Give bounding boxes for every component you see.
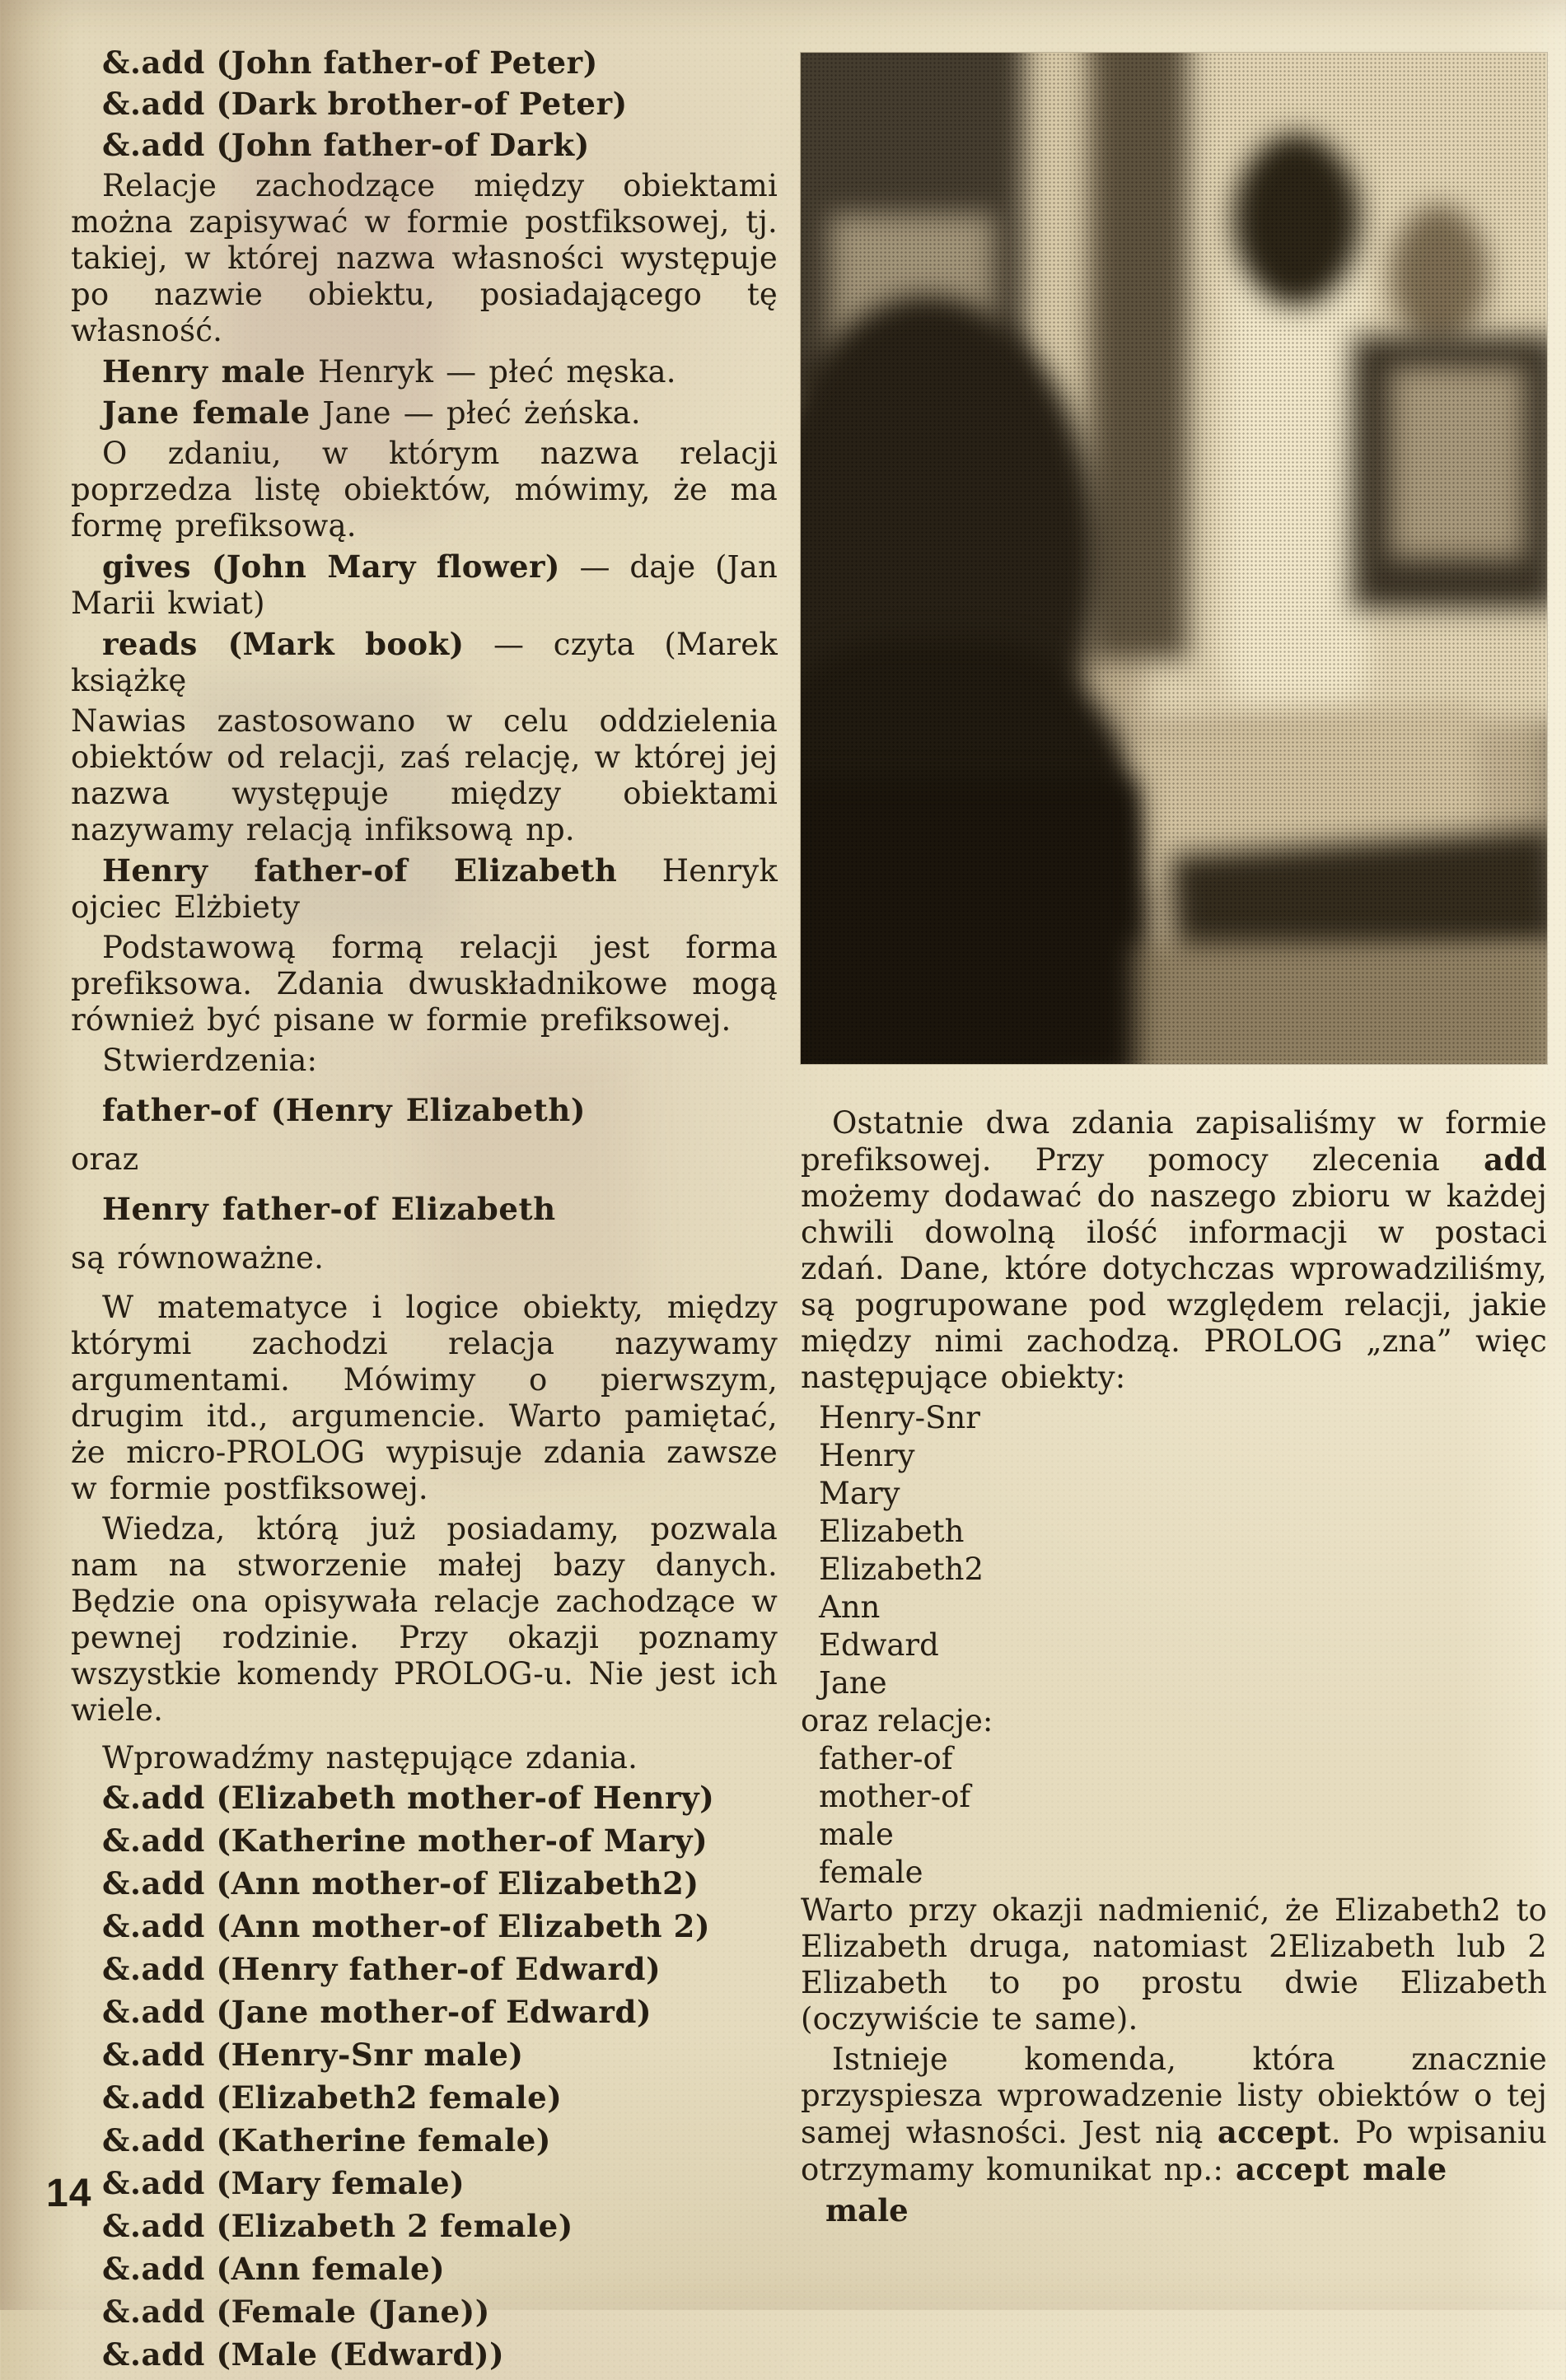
relation-item: female [819, 1855, 923, 1890]
paragraph-matematyka: W matematyce i logice obiekty, między którymi zachodzi relacja nazywamy argumentami. Mówimy o pierwszym, drugim itd., argumencie. Warto pamiętać, że micro-PROLOG wypisuje zdania zawsze w formie postfiksowej. [71, 1290, 778, 1506]
definition-text: — czyta (Marek książkę [71, 627, 778, 698]
object-item: Mary [819, 1476, 900, 1511]
code-line: &.add (Katherine mother-of Mary) [102, 1822, 708, 1859]
definition-gives [71, 548, 778, 622]
term-gives: gives (John Mary flower) [102, 548, 560, 585]
code-line: &.add (Ann mother-of Elizabeth2) [102, 1865, 699, 1902]
code-line: &.add (John father-of Peter) [102, 44, 598, 81]
paragraph-text: Ostatnie dwa zdania zapisaliśmy w formie prefiksowej. Przy pomocy zlecenia [801, 1105, 1547, 1178]
label-stwierdzenia: Stwierdzenia: [102, 1043, 318, 1078]
object-item: Elizabeth2 [819, 1552, 984, 1587]
paragraph-text: możemy dodawać do naszego zbioru w każdej chwili dowolną ilość informacji w postaci zdań. Dane, które dotychczas wprowadziliśmy, są pogrupowane pod względem relacji, jakie między nimi zachodzą. PROLOG „zna” więc następujące obiekty: [801, 1178, 1547, 1395]
paragraph-wiedza: Wiedza, którą już posiadamy, pozwala nam na stworzenie małej bazy danych. Będzie ona opisywała relacje zachodzące w pewnej rodzinie. Przy okazji poznamy wszystkie komendy PROLOG-u. Nie jest ich wiele. [71, 1511, 778, 1728]
code-line-henry-father-of: Henry father-of Elizabeth [102, 1191, 556, 1227]
halftone-overlay [801, 53, 1547, 1064]
code-line: &.add (Female (Jane)) [102, 2294, 490, 2330]
object-item: Jane [819, 1665, 887, 1701]
paragraph-nawias: Nawias zastosowano w celu oddzielenia obiektów od relacji, zaś relację, w której jej nazwa występuje między obiektami nazywamy relacją infiksową np. [71, 703, 778, 847]
object-item: Ann [819, 1589, 881, 1625]
objects-list [801, 1400, 1547, 1701]
definition-text: Jane — płeć żeńska. [310, 395, 641, 431]
code-line: &.add (Henry father-of Edward) [102, 1951, 661, 1987]
code-line: &.add (Jane mother-of Edward) [102, 1994, 652, 2030]
code-line: &.add (John father-of Dark) [102, 127, 590, 163]
paragraph-ostatnie [801, 1105, 1547, 1396]
code-line: &.add (Elizabeth 2 female) [102, 2208, 573, 2244]
code-line: &.add (Elizabeth2 female) [102, 2079, 563, 2116]
paragraph-istnieje [801, 2042, 1547, 2188]
code-line: &.add (Ann mother-of Elizabeth 2) [102, 1908, 711, 1944]
object-item: Henry-Snr [819, 1400, 980, 1435]
term-add: add [1484, 1141, 1547, 1178]
term-jane-female: Jane female [102, 394, 311, 431]
definition-text: — daje (Jan Marii kwiat) [71, 549, 778, 621]
definition-text: Henryk — płeć męska. [306, 354, 676, 390]
code-line: &.add (Male (Edward)) [102, 2336, 505, 2373]
object-item: Elizabeth [819, 1514, 965, 1549]
paragraph-podstawowa: Podstawową formą relacji jest forma prefiksowa. Zdania dwuskładnikowe mogą również być pisane w formie prefiksowej. [71, 930, 778, 1038]
code-line: &.add (Katherine female) [102, 2122, 552, 2158]
relation-item: mother-of [819, 1779, 971, 1814]
relation-item: male [819, 1817, 894, 1852]
term-reads: reads (Mark book) [102, 626, 465, 662]
press-photo [801, 53, 1547, 1064]
relations-list [801, 1741, 1547, 1891]
term-accept: accept [1217, 2114, 1331, 2150]
code-line: &.add (Mary female) [102, 2165, 465, 2201]
paragraph-text: . Po wpisaniu otrzymamy komunikat np.: [801, 2115, 1547, 2187]
page-number: 14 [46, 2172, 92, 2215]
paragraph-warto: Warto przy okazji nadmienić, że Elizabeth2 to Elizabeth druga, natomiast 2Elizabeth lub 2 Elizabeth to po prostu dwie Elizabeth (oczywiście te same). [801, 1892, 1547, 2037]
label-oraz-relacje: oraz relacje: [801, 1703, 993, 1738]
object-item: Edward [819, 1627, 939, 1663]
prolog-code-block-main [71, 1780, 778, 2373]
left-column [71, 44, 778, 2380]
paragraph-o-zdaniu: O zdaniu, w którym nazwa relacji poprzedza listę obiektów, mówimy, że ma formę prefiksową. [71, 436, 778, 544]
term-henry-father-of: Henry father-of Elizabeth [102, 852, 618, 889]
code-line: &.add (Ann female) [102, 2251, 446, 2287]
paragraph-relacje: Relacje zachodzące między obiektami można zapisywać w formie postfiksowej, tj. takiej, w której nazwa własności występuje po nazwie obiektu, posiadającego tę własność. [71, 168, 778, 348]
definition-reads [71, 626, 778, 699]
definition-henry-father-of [71, 852, 778, 926]
term-henry-male: Henry male [102, 353, 306, 390]
prolog-code-block-top [71, 44, 778, 163]
definition-henry-male [71, 353, 778, 390]
code-line: &.add (Henry-Snr male) [102, 2037, 524, 2073]
code-line-father-of: father-of (Henry Elizabeth) [102, 1092, 586, 1128]
label-sa-rownowazne: są równoważne. [71, 1240, 325, 1276]
code-line: &.add (Dark brother-of Peter) [102, 86, 628, 122]
definition-text: Henryk ojciec Elżbiety [71, 853, 778, 925]
label-wprowadzmy: Wprowadźmy następujące zdania. [102, 1740, 638, 1776]
console-output-male: male [825, 2192, 909, 2228]
relation-item: father-of [819, 1741, 953, 1776]
paragraph-text: Istnieje komenda, która znacznie przyspiesza wprowadzenie listy obiektów o tej samej własności. Jest nią [801, 2042, 1547, 2150]
term-accept-male: accept male [1236, 2151, 1447, 2187]
definition-jane-female [71, 394, 778, 432]
right-column [801, 53, 1547, 2228]
code-line: &.add (Elizabeth mother-of Henry) [102, 1780, 715, 1816]
label-oraz: oraz [71, 1141, 139, 1177]
object-item: Henry [819, 1438, 915, 1473]
